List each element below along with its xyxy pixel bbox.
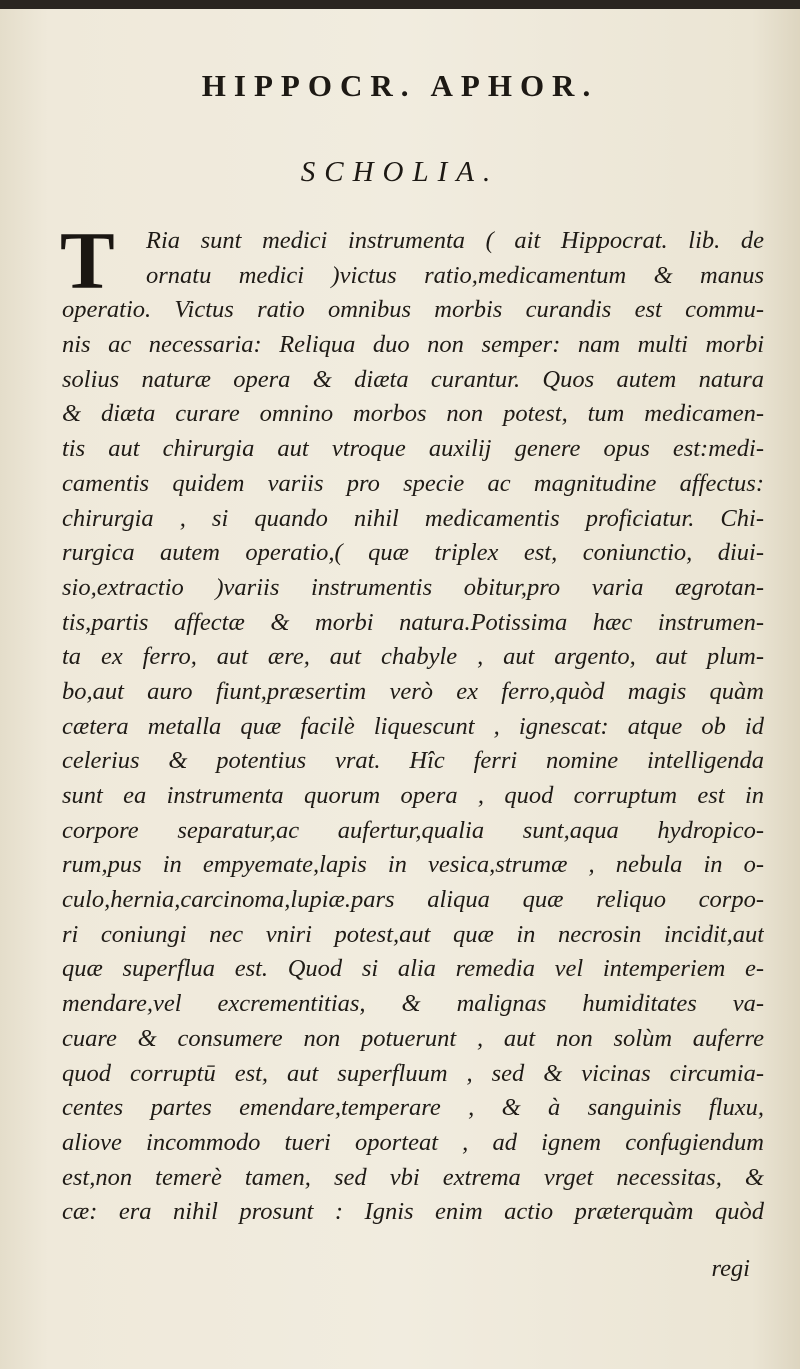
- text-line: ornatu medici )victus ratio,medicamentum & manus: [146, 261, 764, 289]
- text-line: mendare,vel excrementitias, & malignas humiditates va-: [62, 990, 764, 1018]
- scholia-text: [60, 215, 764, 1230]
- text-line: quod corruptū est, aut superfluum , sed & vicinas circumia-: [62, 1059, 764, 1087]
- text-line: cæ: era nihil prosunt : Ignis enim actio præterquàm quòd: [62, 1198, 764, 1226]
- text-line: nis ac necessaria: Reliqua duo non semper: nam multi morbi: [62, 331, 764, 359]
- text-line: ta ex ferro, aut ære, aut chabyle , aut argento, aut plum-: [62, 643, 764, 671]
- text-line: camentis quidem variis pro specie ac magnitudine affectus:: [62, 469, 764, 497]
- text-line: quæ superflua est. Quod si alia remedia vel intemperiem e-: [62, 955, 764, 983]
- drop-cap: T: [60, 215, 115, 306]
- text-line: centes partes emendare,temperare , & à sanguinis fluxu,: [62, 1094, 764, 1122]
- text-line: corpore separatur,ac aufertur,qualia sunt,aqua hydropico-: [62, 816, 764, 844]
- text-line: rurgica autem operatio,( quæ triplex est, coniunctio, diui-: [62, 539, 764, 567]
- text-line: sunt ea instrumenta quorum opera , quod corruptum est in: [62, 782, 764, 809]
- text-line: celerius & potentius vrat. Hîc ferri nomine intelligenda: [62, 747, 764, 775]
- text-line: & diæta curare omnino morbos non potest, tum medicamen-: [62, 400, 764, 428]
- catchword: regi: [711, 1255, 750, 1282]
- page-top-edge: [0, 0, 800, 9]
- text-line: chirurgia , si quando nihil medicamentis proficiatur. Chi-: [62, 504, 764, 532]
- text-line: cuare & consumere non potuerunt , aut non solùm auferre: [62, 1024, 764, 1052]
- text-line: Ria sunt medici instrumenta ( ait Hippocrat. lib. de: [146, 227, 764, 254]
- text-line: ri coniungi nec vniri potest,aut quæ in necrosin incidit,aut: [62, 920, 764, 948]
- text-line: bo,aut auro fiunt,præsertim verò ex ferro,quòd magis quàm: [62, 677, 764, 705]
- running-head: HIPPOCR. APHOR.: [201, 68, 599, 103]
- text-line: cætera metalla quæ facilè liquescunt , ignescat: atque ob id: [62, 712, 764, 740]
- text-line: sio,extractio )variis instrumentis obitur,pro varia ægrotan-: [62, 573, 764, 601]
- section-title: SCHOLIA.: [300, 156, 500, 188]
- text-line: solius naturæ opera & diæta curantur. Quos autem natura: [62, 365, 764, 393]
- text-line: tis aut chirurgia aut vtroque auxilij genere opus est:medi-: [62, 435, 764, 463]
- text-line: tis,partis affectæ & morbi natura.Potissima hæc instrumen-: [62, 608, 764, 636]
- text-line: rum,pus in empyemate,lapis in vesica,strumæ , nebula in o-: [62, 851, 764, 879]
- text-line: operatio. Victus ratio omnibus morbis curandis est commu-: [62, 296, 764, 324]
- text-line: est,non temerè tamen, sed vbi extrema vrget necessitas, &: [62, 1163, 764, 1191]
- text-line: culo,hernia,carcinoma,lupiæ.pars aliqua quæ reliquo corpo-: [62, 886, 764, 914]
- text-line: aliove incommodo tueri oporteat , ad ignem confugiendum: [62, 1128, 764, 1156]
